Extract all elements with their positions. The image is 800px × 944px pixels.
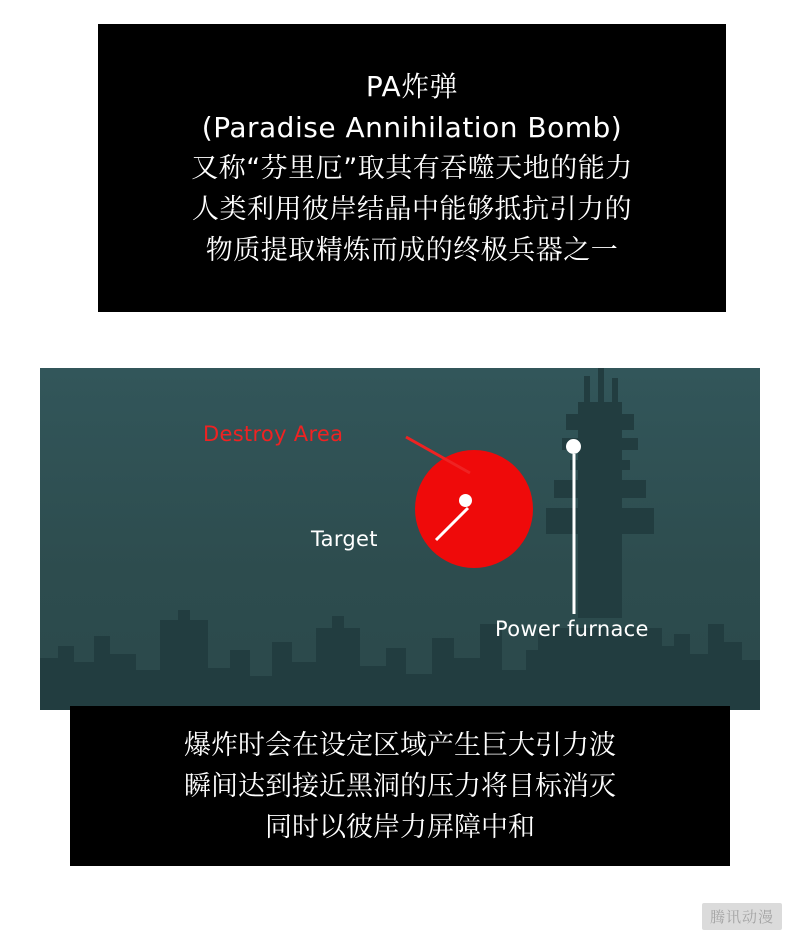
- top-panel-line-4: 人类利用彼岸结晶中能够抵抗引力的: [192, 193, 632, 225]
- top-description-panel: [98, 24, 726, 312]
- top-panel-line-5: 物质提取精炼而成的终极兵器之一: [205, 234, 619, 266]
- bottom-panel-line-3: 同时以彼岸力屏障中和: [265, 811, 535, 843]
- target-label: Target: [311, 527, 378, 551]
- bottom-panel-line-1: 爆炸时会在设定区域产生巨大引力波: [184, 729, 616, 761]
- destroy-area-label: Destroy Area: [203, 422, 344, 446]
- bottom-panel-line-2: 瞬间达到接近黑洞的压力将目标消灭: [184, 770, 616, 802]
- top-panel-line-2: (Paradise Annihilation Bomb): [201, 110, 623, 144]
- power-furnace-label: Power furnace: [495, 617, 649, 641]
- top-panel-line-1: PA炸弹: [365, 69, 459, 103]
- watermark: 腾讯动漫: [702, 903, 782, 930]
- top-panel-line-3: 又称“芬里厄”取其有吞噬天地的能力: [191, 152, 633, 184]
- illustration-panel: [40, 368, 760, 710]
- label-leader-lines: [40, 368, 760, 710]
- bottom-description-panel: [70, 706, 730, 866]
